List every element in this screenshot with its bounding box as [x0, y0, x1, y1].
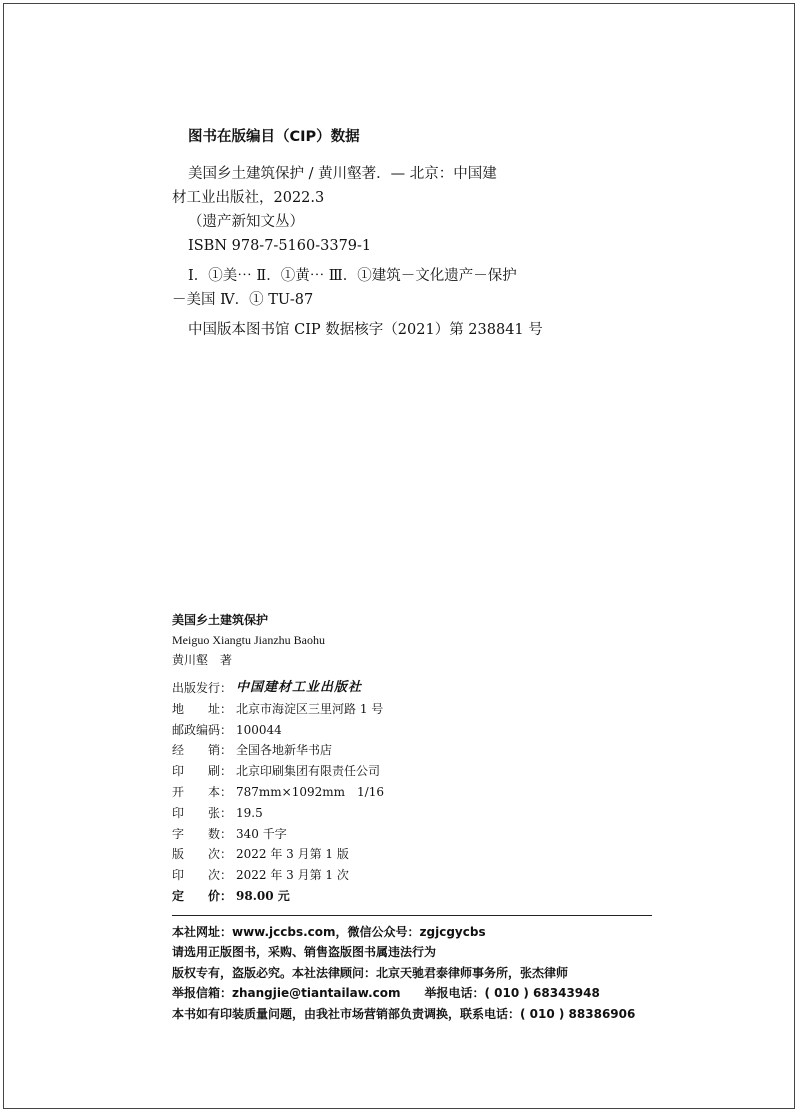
info-label: 开 本： [172, 784, 233, 799]
info-row-wordcount [172, 824, 652, 845]
info-label: 版 次： [172, 847, 233, 862]
info-value: 2022 年 3 月第 1 次 [236, 868, 349, 883]
info-row-format [172, 782, 652, 803]
book-title: 美国乡土建筑保护 [172, 613, 269, 627]
info-label: 邮政编码： [172, 722, 233, 737]
book-pinyin-title: Meiguo Xiangtu Jianzhu Baohu [172, 633, 325, 647]
footer-report-contact: 举报信箱：zhangjie@tiantailaw.com 举报电话：( 010 ) 68343948 [172, 986, 600, 1001]
info-row-printer [172, 761, 652, 782]
cip-line-isbn: ISBN 978-7-5160-3379-1 [188, 238, 372, 254]
info-row-edition [172, 844, 652, 865]
cip-line-subjects-cont: －美国 Ⅳ．① TU-87 [172, 292, 314, 308]
info-label: 印 刷： [172, 764, 233, 779]
info-row-distributor [172, 740, 652, 761]
info-row-address [172, 699, 652, 720]
info-label: 印 张： [172, 805, 233, 820]
info-label: 定 价： [172, 888, 233, 903]
footer-anti-piracy: 请选用正版图书，采购、销售盗版图书属违法行为 [172, 945, 437, 960]
info-row-price [172, 886, 652, 907]
info-value: 340 千字 [236, 826, 287, 841]
cip-line-record-number: 中国版本图书馆 CIP 数据核字（2021）第 238841 号 [188, 322, 543, 338]
cip-title: 图书在版编目（CIP）数据 [188, 129, 360, 145]
cip-line-title-author: 美国乡土建筑保护 / 黄川壑著．— 北京：中国建 [188, 166, 497, 182]
info-row-printing [172, 865, 652, 886]
info-value: 787mm×1092mm 1/16 [236, 784, 384, 799]
info-row-postcode [172, 720, 652, 741]
cip-line-publisher: 材工业出版社，2022.3 [172, 190, 325, 206]
book-author: 黄川壑 著 [172, 653, 233, 667]
info-value: 北京印刷集团有限责任公司 [236, 764, 381, 779]
info-label: 地 址： [172, 701, 233, 716]
info-value: 2022 年 3 月第 1 版 [236, 847, 349, 862]
cip-line-subjects: Ⅰ．①美⋯ Ⅱ．①黄⋯ Ⅲ．①建筑－文化遗产－保护 [188, 268, 517, 284]
cip-block [172, 125, 592, 342]
divider [172, 915, 652, 916]
info-label: 印 次： [172, 868, 233, 883]
footer-website: 本社网址：www.jccbs.com，微信公众号：zgjcgycbs [172, 924, 486, 939]
info-label: 出版发行： [172, 681, 233, 695]
publisher-logo-text: 中国建材工业出版社 [236, 680, 363, 695]
footer-copyright-legal: 版权专有，盗版必究。本社法律顾问：北京天驰君泰律师事务所，张杰律师 [172, 965, 569, 980]
info-label: 字 数： [172, 826, 233, 841]
info-label: 经 销： [172, 743, 233, 758]
info-value: 全国各地新华书店 [236, 743, 333, 758]
imprint-block [172, 610, 652, 1024]
info-row-sheets [172, 803, 652, 824]
info-value: 北京市海淀区三里河路 1 号 [236, 701, 384, 716]
footer-quality-contact: 本书如有印装质量问题，由我社市场营销部负责调换，联系电话：( 010 ) 88386906 [172, 1006, 636, 1021]
info-value: 98.00 元 [236, 888, 290, 903]
info-row-publisher [172, 678, 652, 699]
cip-line-series: （遗产新知文丛） [188, 214, 304, 230]
info-value: 100044 [236, 722, 282, 737]
info-value: 19.5 [236, 805, 263, 820]
